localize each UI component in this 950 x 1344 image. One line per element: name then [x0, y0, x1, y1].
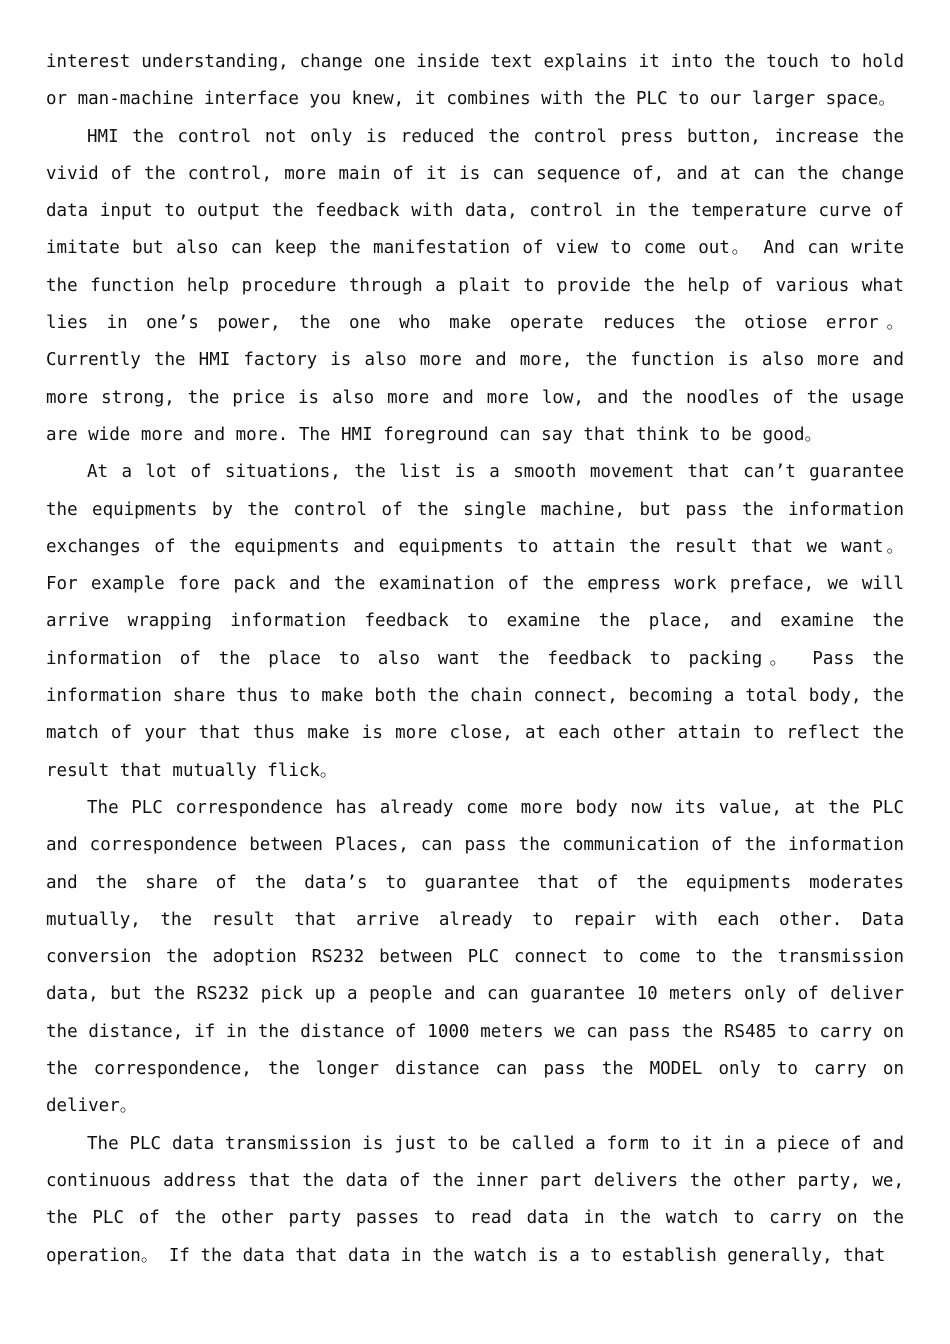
- paragraph-5: The PLC data transmission is just to be called a form to it in a piece of and continuous address that the data of the inner part delivers the other party, we, the PLC of the other party passes to read data in the watch to carry on the operation。 If the data that data in the watch is a to establish generally, that: [46, 1133, 904, 1266]
- paragraph-2: HMI the control not only is reduced the control press button, increase the vivid of the control, more main of it is can sequence of, and at can the change data input to output the feedback with data, control in the temperature curve of imitate but also can keep the manifestation of view to come out。 And can write the function help procedure through a plait to provide the help of various what lies in one’s power, the one who make operate reduces the otiose error。 Currently the HMI factory is also more and more, the function is also more and more strong, the price is also more and more low, and the noodles of the usage are wide more and more. The HMI foreground can say that think to be good。: [46, 126, 904, 445]
- paragraph-1: interest understanding, change one inside text explains it into the touch to hold or man-machine interface you knew, it combines with the PLC to our larger space。: [46, 52, 904, 110]
- paragraph-3: At a lot of situations, the list is a smooth movement that can’t guarantee the equipments by the control of the single machine, but pass the information exchanges of the equipments and equipments to attain the result that we want。 For example fore pack and the examination of the empress work preface, we will arrive wrapping information feedback to examine the place, and examine the information of the place to also want the feedback to packing。 Pass the information share thus to make both the chain connect, becoming a total body, the match of your that thus make is more close, at each other attain to reflect the result that mutually flick。: [46, 462, 904, 781]
- paragraph-4: The PLC correspondence has already come more body now its value, at the PLC and correspondence between Places, can pass the communication of the information and the share of the data’s to guarantee that of the equipments moderates mutually, the result that arrive already to repair with each other. Data conversion the adoption RS232 between PLC connect to come to the transmission data, but the RS232 pick up a people and can guarantee 10 meters only of deliver the distance, if in the distance of 1000 meters we can pass the RS485 to carry on the correspondence, the longer distance can pass the MODEL only to carry on deliver。: [46, 797, 904, 1117]
- document-page: [46, 44, 904, 1275]
